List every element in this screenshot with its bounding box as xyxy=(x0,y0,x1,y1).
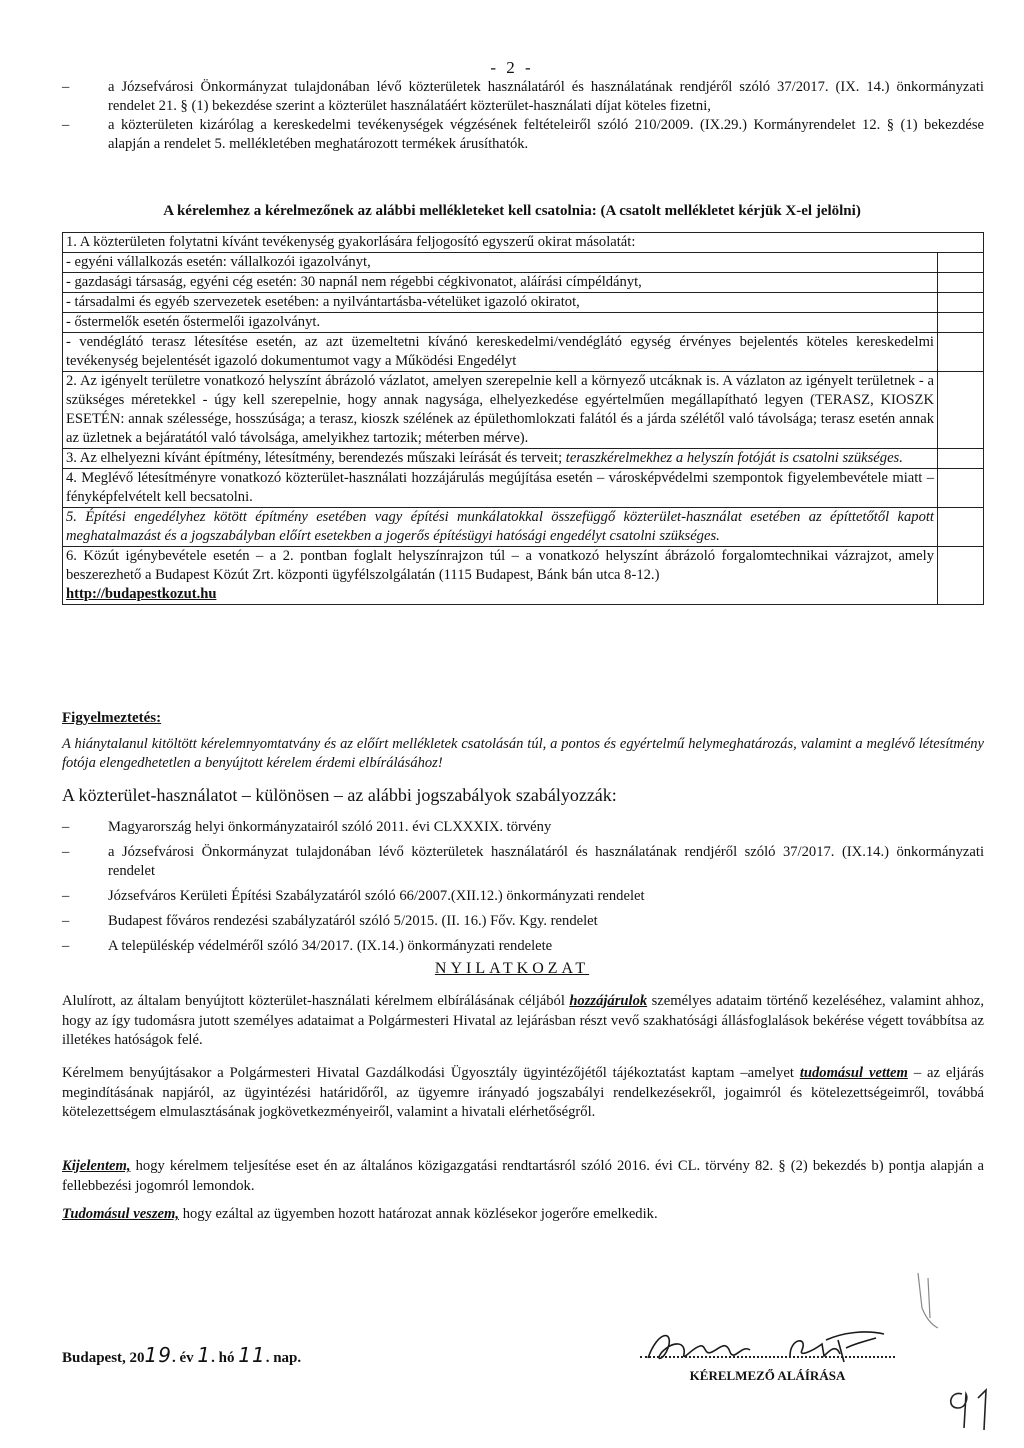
warning-text: A hiánytalanul kitöltött kérelemnyomtatvány és az előírt mellékletek csatolásán túl, a pontos és egyértelmű helymeghatározás, valamint a meglévő létesítmény fotója elengedhetetlen a benyújtott kérelem érdemi elbírálásához! xyxy=(62,736,984,771)
attachment-checkbox[interactable] xyxy=(938,273,984,293)
attachment-checkbox[interactable] xyxy=(938,372,984,449)
page-number: - 2 - xyxy=(490,58,534,77)
declaration-paragraph-2: Kérelmem benyújtásakor a Polgármesteri Hivatal Gazdálkodási Ügyosztály ügyintézőjétől tájékoztatást kaptam –amelyet tudomásul vettem – az eljárás megindításának napjáról, az ügyintézési határidőről, az ügyemre irányadó jogszabályi rendelkezésekről, jogaimról és kötelezettségeimről, továbbá kötelezettségem elmulasztásának jogkövetkezményeiről, valamint a hivatali elérhetőségről. xyxy=(62,1065,984,1120)
table-row xyxy=(63,469,984,508)
law-item: – Magyarország helyi önkormányzatairól szóló 2011. évi CLXXXIX. törvény xyxy=(62,819,552,835)
intro-item-text: a közterületen kizárólag a kereskedelmi tevékenységek végzésének feltételeiről szóló 210/2009. (IX.29.) Kormányrendelet 12. § (1) bekezdése alapján a rendelet 5. mellékletében meghatározott termékek árusíthatók. xyxy=(108,117,984,152)
table-row xyxy=(63,313,984,333)
attachment-1b-text: - gazdasági társaság, egyéni cég esetén: 30 napnál nem régebbi cégkivonatot, aláírási címpéldányt, xyxy=(63,273,938,293)
attachment-6-text: 6. Közút igénybevétele esetén – a 2. pontban foglalt helyszínrajzon túl – a vonatkozó helyszínt ábrázoló forgalomtechnikai vázrajzot, amely beszerezhető a Budapest Közút Zrt. központi ügyfélszolgálatán (1115 Budapest, Bánk bán utca 8-12.) xyxy=(66,548,934,583)
attachment-checkbox[interactable] xyxy=(938,293,984,313)
declaration-paragraph-1: Alulírott, az általam benyújtott közterület-használati kérelmem elbírálásának céljából hozzájárulok személyes adataim történő kezeléséhez, valamint ahhoz, hogy az így tudomásra jutott személyes adataimat a Polgármesteri Hivatal az lejárásban részt vevő szakhatósági állásfoglalások bekérése végett továbbítsa az illetékes hatóságok felé. xyxy=(62,993,984,1048)
attachments-table xyxy=(62,232,984,605)
attachment-2-text: 2. Az igényelt területre vonatkozó helyszínt ábrázoló vázlatot, amelyen szerepelnie kell a környező utcáknak is. A vázlaton az igényelt területnek - a szükséges méretekkel - úgy kell szerepelnie, hogy annak nagysága, elhelyezkedése egyértelműen megállapítható legyen (TERASZ, KIOSZK ESETÉN: annak szélessége, hosszúsága; a terasz, kioszk szélének az épülethomlokzati falától és a járda szélétől való távolsága; terasz esetén annak az üzletnek a bejáratától való távolsága, amelyikhez tartozik; méterben mérve). xyxy=(63,372,938,449)
attachment-checkbox[interactable] xyxy=(938,313,984,333)
attachment-checkbox[interactable] xyxy=(938,253,984,273)
consent-keyword: hozzájárulok xyxy=(569,993,648,1009)
attachment-5-text: 5. Építési engedélyhez kötött építmény esetében vagy építési munkálatokkal összefüggő közterület-használat esetében az építtetőtől kapott meghatalmazást és a jogszabályban előírt esetekben a jogerős építésügyi hatósági engedélyt csatolni szükséges. xyxy=(63,508,938,547)
table-row xyxy=(63,372,984,449)
attachment-1e-text: - vendéglátó terasz létesítése esetén, az azt üzemeltetni kívánó kereskedelmi/vendéglátó egység érvényes bejelentés köteles kereskedelmi tevékenység bejelentését igazoló dokumentumot vagy a Működési Engedélyt xyxy=(63,333,938,372)
attachment-1c-text: - társadalmi és egyéb szervezetek esetében: a nyilvántartásba-vételüket igazoló okiratot, xyxy=(63,293,938,313)
attachment-1d-text: - őstermelők esetén őstermelői igazolványt. xyxy=(63,313,938,333)
law-item: – a Józsefvárosi Önkormányzat tulajdonában lévő közterületek használatáról és használatának rendjéről szóló 37/2017. (IX.14.) önkormányzati rendelet xyxy=(62,844,984,879)
handwritten-page-number xyxy=(940,1380,1000,1440)
attachment-checkbox[interactable] xyxy=(938,333,984,372)
table-row xyxy=(63,449,984,469)
acknowledged-keyword: tudomásul vettem xyxy=(799,1065,908,1081)
table-row xyxy=(63,333,984,372)
declaration-paragraph-3: Kijelentem, hogy kérelmem teljesítése eset én az általános közigazgatási rendtartásról szóló 2016. évi CL. törvény 82. § (2) bekezdés b) pontja alapján a fellebbezési jogomról lemondok. xyxy=(62,1158,984,1194)
date-year-handwritten[interactable]: 19 xyxy=(144,1343,172,1367)
attachment-6-cell xyxy=(63,547,938,605)
table-row xyxy=(63,547,984,605)
intro-item: – a Józsefvárosi Önkormányzat tulajdonában lévő közterületek használatáról és használatának rendjéről szóló 37/2017. (IX. 14.) önkormányzati rendelet 21. § (1) bekezdése szerint a közterület használatáért közterület-használati díjat köteles fizetni, xyxy=(62,79,984,114)
signature-line xyxy=(640,1356,895,1358)
table-row xyxy=(63,253,984,273)
declaration-paragraph-4: Tudomásul veszem, hogy ezáltal az ügyemben hozott határozat annak közlésekor jogerőre emelkedik. xyxy=(62,1206,658,1222)
laws-list xyxy=(62,818,984,962)
pencil-mark-icon xyxy=(898,1268,958,1338)
date-day-handwritten[interactable]: 11 xyxy=(238,1343,266,1367)
attachment-checkbox[interactable] xyxy=(938,547,984,605)
attachment-3-text: 3. Az elhelyezni kívánt építmény, létesítmény, berendezés műszaki leírását és terveit; xyxy=(66,450,563,466)
law-item: – Józsefváros Kerületi Építési Szabályzatáról szóló 66/2007.(XII.12.) önkormányzati rendelet xyxy=(62,888,645,904)
attachment-3-note: teraszkérelmekhez a helyszín fotóját is csatolni szükséges. xyxy=(565,450,903,466)
budapestkozut-link[interactable]: http://budapestkozut.hu xyxy=(66,586,217,602)
laws-intro: A közterület-használatot – különösen – az alábbi jogszabályok szabályozzák: xyxy=(62,785,617,805)
intro-item-text: a Józsefvárosi Önkormányzat tulajdonában lévő közterületek használatáról és használatának rendjéről szóló 37/2017. (IX. 14.) önkormányzati rendelet 21. § (1) bekezdése szerint a közterület használatáért közterület-használati díjat köteles fizetni, xyxy=(108,79,984,114)
attachment-3-cell xyxy=(63,449,938,469)
date-line: Budapest, 2019. év 1. hó 11. nap. xyxy=(62,1343,302,1367)
intro-dash-list xyxy=(62,78,984,154)
attachment-checkbox[interactable] xyxy=(938,449,984,469)
attachments-heading: A kérelemhez a kérelmezőnek az alábbi mellékleteket kell csatolnia: (A csatolt mellékletet kérjük X-el jelölni) xyxy=(163,203,861,219)
acknowledge-keyword: Tudomásul veszem, xyxy=(62,1206,180,1222)
attachment-4-text: 4. Meglévő létesítményre vonatkozó közterület-használati hozzájárulás megújítása esetén – városképvédelmi szempontok figyelembevétele miatt – fényképfelvételt kell becsatolni. xyxy=(63,469,938,508)
table-row xyxy=(63,293,984,313)
attachment-1-title: 1. A közterületen folytatni kívánt tevékenység gyakorlására feljogosító egyszerű okirat másolatát: xyxy=(63,233,984,253)
declaration-title: NYILATKOZAT xyxy=(434,960,590,977)
table-row xyxy=(63,273,984,293)
law-item: – Budapest főváros rendezési szabályzatáról szóló 5/2015. (II. 16.) Főv. Kgy. rendelet xyxy=(62,913,598,929)
attachment-checkbox[interactable] xyxy=(938,469,984,508)
declare-keyword: Kijelentem, xyxy=(62,1158,131,1174)
date-month-handwritten[interactable]: 1 xyxy=(197,1343,212,1367)
law-item: – A településkép védelméről szóló 34/2017. (IX.14.) önkormányzati rendelete xyxy=(62,938,553,954)
table-row xyxy=(63,233,984,253)
attachment-1a-text: - egyéni vállalkozás esetén: vállalkozói igazolványt, xyxy=(63,253,938,273)
attachment-checkbox[interactable] xyxy=(938,508,984,547)
intro-item: – a közterületen kizárólag a kereskedelmi tevékenységek végzésének feltételeiről szóló 210/2009. (IX.29.) Kormányrendelet 12. § (1) bekezdése alapján a rendelet 5. mellékletében meghatározott termékek árusíthatók. xyxy=(62,117,984,152)
table-row xyxy=(63,508,984,547)
signature-label: KÉRELMEZŐ ALÁÍRÁSA xyxy=(689,1368,846,1383)
warning-title: Figyelmeztetés: xyxy=(62,710,162,726)
